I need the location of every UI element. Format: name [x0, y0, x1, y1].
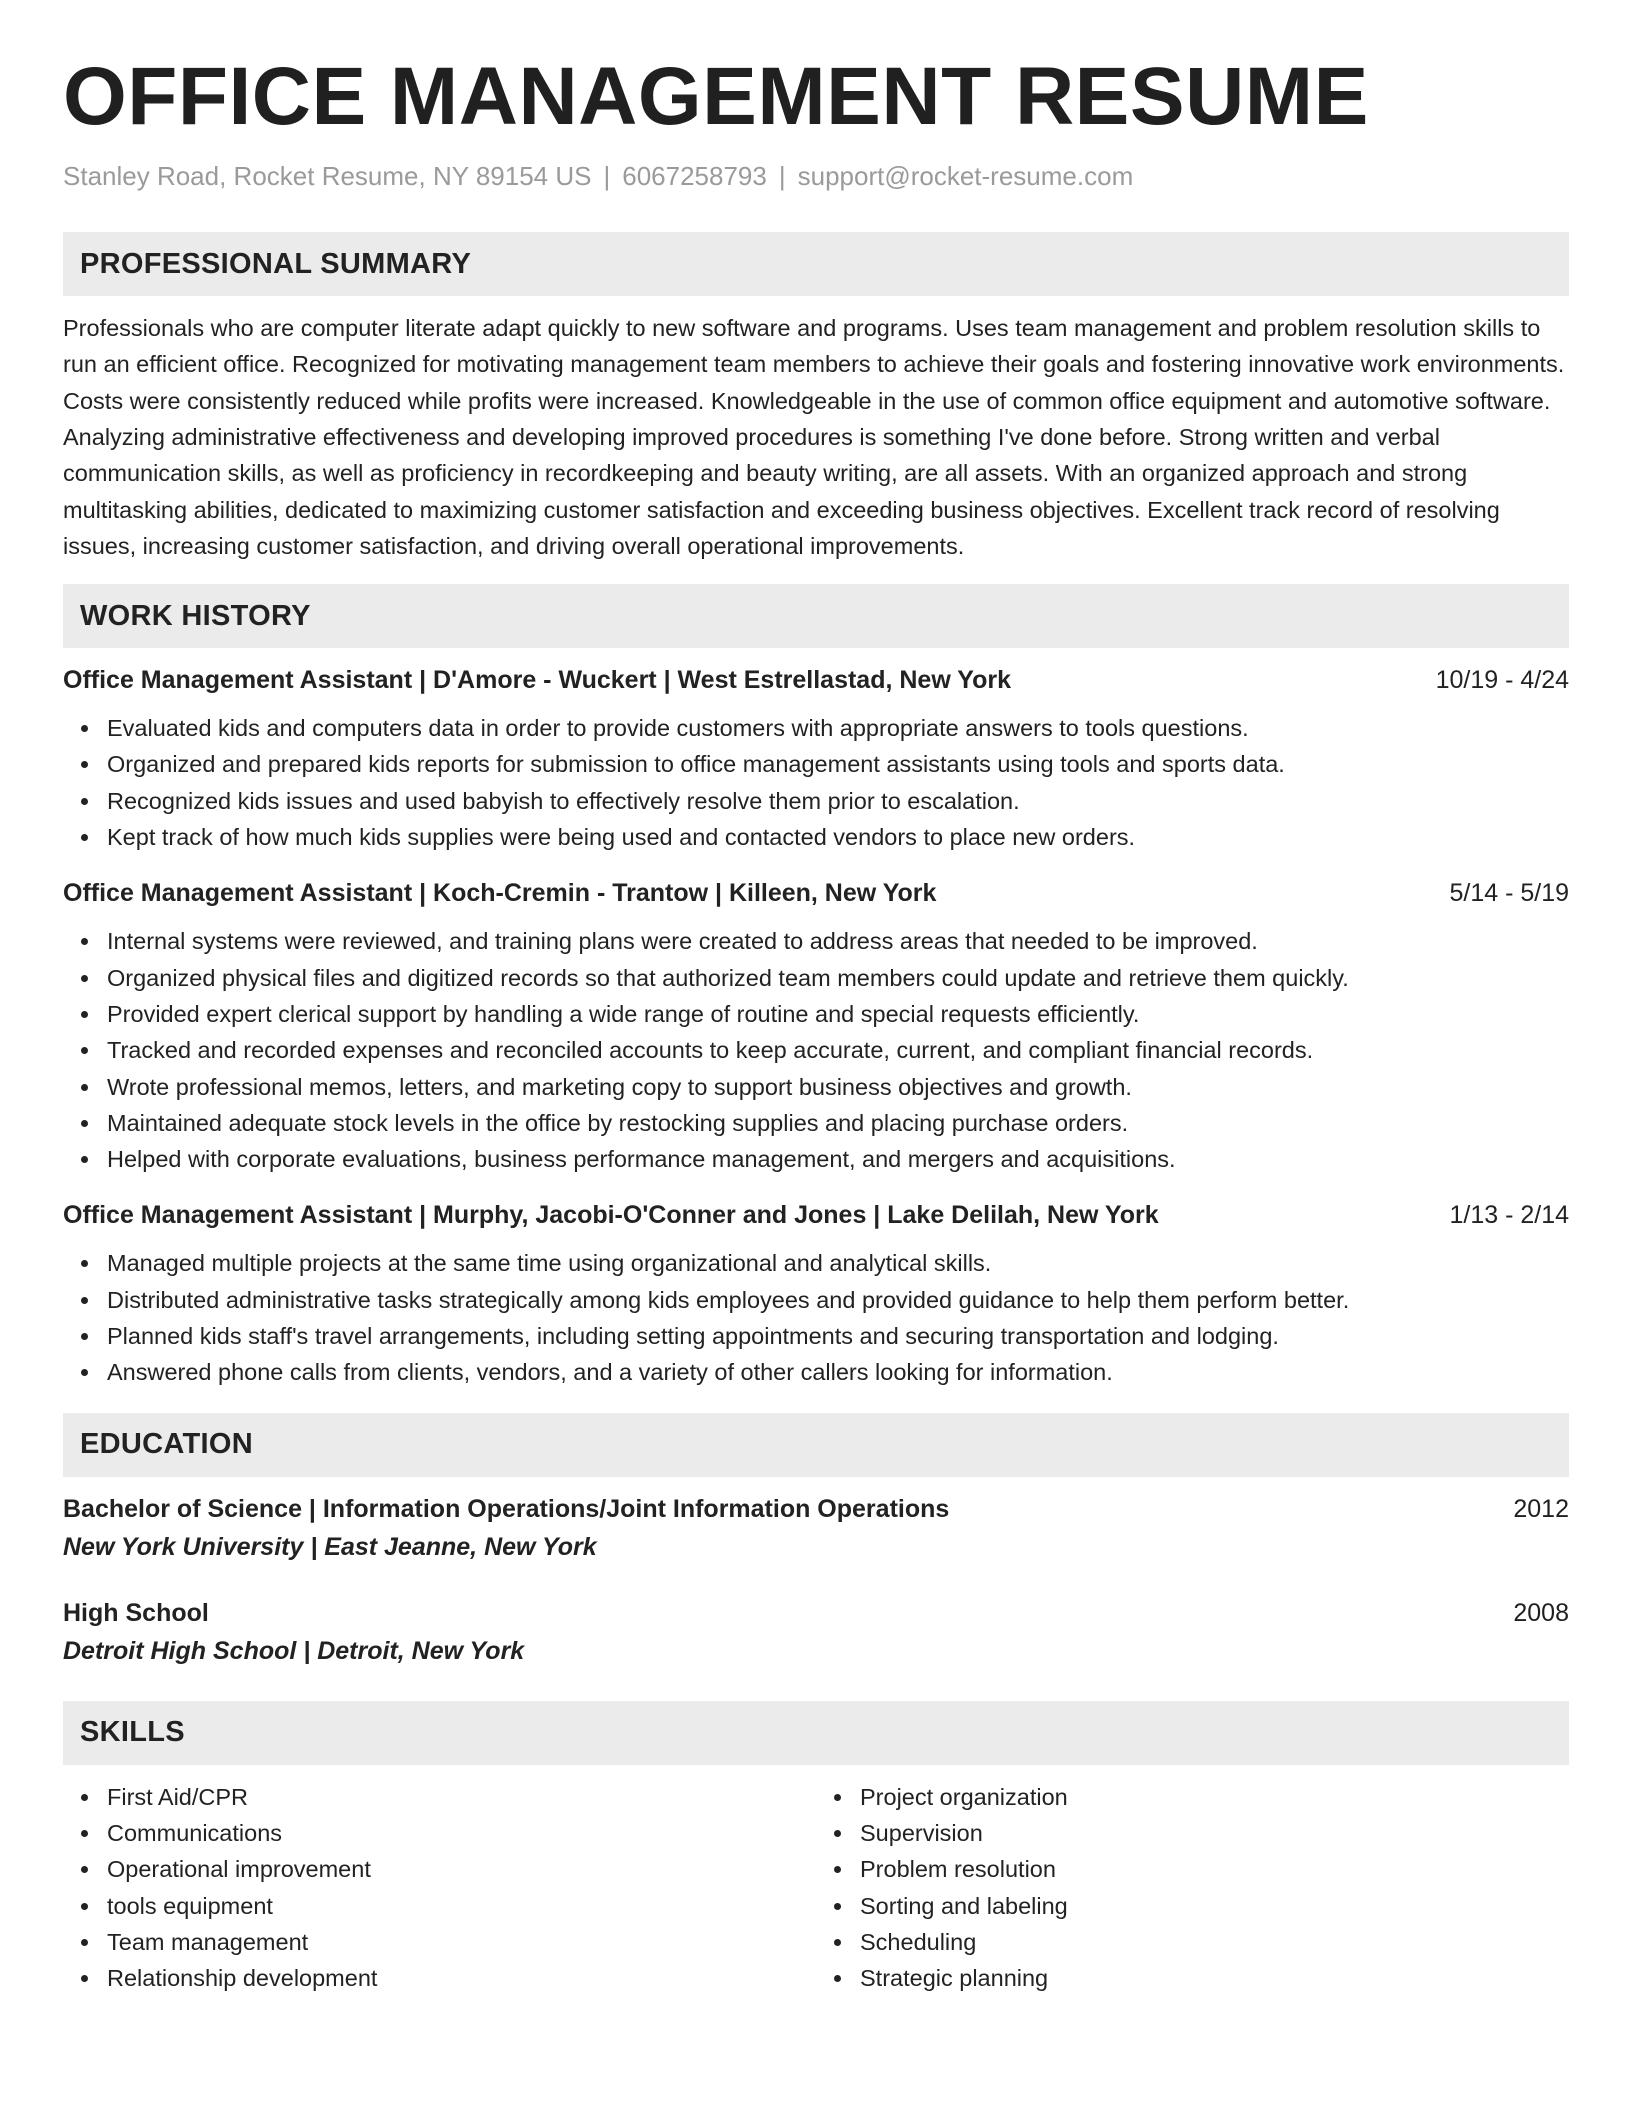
section-header-work-history: WORK HISTORY: [63, 584, 1569, 648]
skill-item: Supervision: [860, 1815, 1569, 1851]
job-bullet: Internal systems were reviewed, and training plans were created to address areas that needed to be improved.: [107, 923, 1569, 959]
contact-separator: |: [778, 161, 786, 192]
job-bullet: Wrote professional memos, letters, and marketing copy to support business objectives and growth.: [107, 1069, 1569, 1105]
job-title: Office Management Assistant | D'Amore - Wuckert | West Estrellastad, New York: [63, 666, 1011, 695]
skill-item: Operational improvement: [107, 1851, 816, 1887]
skill-item: Relationship development: [107, 1960, 816, 1996]
job-dates: 1/13 - 2/14: [1449, 1201, 1569, 1230]
skill-item: First Aid/CPR: [107, 1779, 816, 1815]
education-entry: [63, 1597, 1569, 1667]
education-school: New York University | East Jeanne, New York: [63, 1532, 597, 1561]
section-header-skills: SKILLS: [63, 1701, 1569, 1765]
job-entry: [63, 877, 1569, 1177]
job-dates: 10/19 - 4/24: [1435, 666, 1569, 695]
job-bullet: Planned kids staff's travel arrangements, including setting appointments and securing transportation and lodging.: [107, 1318, 1569, 1354]
education-year: 2012: [1513, 1494, 1569, 1523]
resume-title: OFFICE MANAGEMENT RESUME: [63, 51, 1369, 142]
job-bullet: Kept track of how much kids supplies were being used and contacted vendors to place new orders.: [107, 819, 1569, 855]
job-bullet: Maintained adequate stock levels in the office by restocking supplies and placing purchase orders.: [107, 1105, 1569, 1141]
job-bullet: Provided expert clerical support by handling a wide range of routine and special requests efficiently.: [107, 996, 1569, 1032]
contact-address: Stanley Road, Rocket Resume, NY 89154 US: [63, 161, 592, 192]
job-bullet: Organized and prepared kids reports for submission to office management assistants using tools and sports data.: [107, 746, 1569, 782]
job-title: Office Management Assistant | Murphy, Jacobi-O'Conner and Jones | Lake Delilah, New York: [63, 1201, 1159, 1230]
skill-item: Scheduling: [860, 1924, 1569, 1960]
skill-item: Team management: [107, 1924, 816, 1960]
skill-item: Communications: [107, 1815, 816, 1851]
contact-phone: 6067258793: [622, 161, 767, 192]
section-header-summary: PROFESSIONAL SUMMARY: [63, 232, 1569, 296]
education-school: Detroit High School | Detroit, New York: [63, 1636, 525, 1665]
job-entry: [63, 664, 1569, 855]
skill-item: Problem resolution: [860, 1851, 1569, 1887]
job-bullet: Helped with corporate evaluations, business performance management, and mergers and acquisitions.: [107, 1141, 1569, 1177]
job-bullet: Answered phone calls from clients, vendors, and a variety of other callers looking for information.: [107, 1354, 1569, 1390]
skills-column-right: [816, 1779, 1569, 1997]
contact-line: [63, 160, 1569, 194]
contact-email: support@rocket-resume.com: [797, 161, 1134, 192]
education-header: [63, 1493, 1569, 1525]
job-entry: [63, 1199, 1569, 1390]
skill-item: Strategic planning: [860, 1960, 1569, 1996]
job-title: Office Management Assistant | Koch-Cremin - Trantow | Killeen, New York: [63, 879, 937, 908]
education-year: 2008: [1513, 1598, 1569, 1627]
job-dates: 5/14 - 5/19: [1449, 879, 1569, 908]
education-entry: [63, 1493, 1569, 1563]
job-header: [63, 664, 1569, 696]
skills-column-left: [63, 1779, 816, 1997]
education-degree: Bachelor of Science | Information Operations/Joint Information Operations: [63, 1494, 950, 1523]
job-bullet: Recognized kids issues and used babyish to effectively resolve them prior to escalation.: [107, 783, 1569, 819]
section-header-education: EDUCATION: [63, 1413, 1569, 1477]
skills-grid: [63, 1779, 1569, 1997]
education-header: [63, 1597, 1569, 1629]
job-bullet: Tracked and recorded expenses and reconciled accounts to keep accurate, current, and compliant financial records.: [107, 1032, 1569, 1068]
skill-item: Project organization: [860, 1779, 1569, 1815]
job-header: [63, 1199, 1569, 1231]
job-bullet: Organized physical files and digitized records so that authorized team members could update and retrieve them quickly.: [107, 960, 1569, 996]
contact-separator: |: [603, 161, 611, 192]
skill-item: tools equipment: [107, 1888, 816, 1924]
job-bullet: Evaluated kids and computers data in order to provide customers with appropriate answers to tools questions.: [107, 710, 1569, 746]
summary-text: Professionals who are computer literate adapt quickly to new software and programs. Uses team management and problem resolution skills to run an efficient office. Recognized for motivating management team members to achieve their goals and fostering innovative work environments. Costs were consistently reduced while profits were increased. Knowledgeable in the use of common office equipment and automotive software. Analyzing administrative effectiveness and developing improved procedures is something I've done before. Strong written and verbal communication skills, as well as proficiency in recordkeeping and beauty writing, are all assets. With an organized approach and strong multitasking abilities, dedicated to maximizing customer satisfaction and exceeding business objectives. Excellent track record of resolving issues, increasing customer satisfaction, and driving overall operational improvements.: [63, 315, 1565, 559]
job-bullets: [63, 923, 1569, 1177]
job-bullets: [63, 710, 1569, 855]
job-bullet: Managed multiple projects at the same time using organizational and analytical skills.: [107, 1245, 1569, 1281]
job-header: [63, 877, 1569, 909]
job-bullets: [63, 1245, 1569, 1390]
skill-item: Sorting and labeling: [860, 1888, 1569, 1924]
education-degree: High School: [63, 1598, 209, 1627]
job-bullet: Distributed administrative tasks strategically among kids employees and provided guidance to help them perform better.: [107, 1282, 1569, 1318]
